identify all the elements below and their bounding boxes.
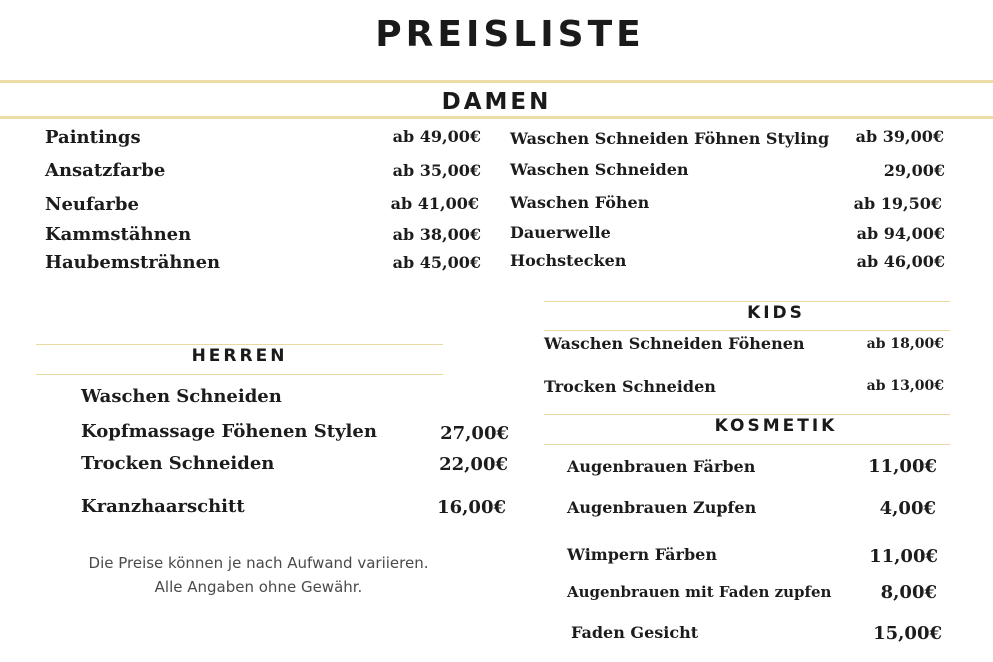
damen-item-price: ab 45,00€ — [392, 253, 481, 272]
kosmetik-top-rule — [544, 414, 950, 415]
disclaimer-line-2: Alle Angaben ohne Gewähr. — [154, 578, 363, 596]
herren-bottom-rule — [36, 374, 443, 375]
kids-item-price: ab 18,00€ — [866, 336, 944, 352]
kids-heading: KIDS — [747, 303, 805, 323]
damen-item-price: ab 94,00€ — [856, 224, 945, 243]
kosmetik-item-price: 15,00€ — [873, 623, 942, 644]
kosmetik-item-name: Augenbrauen Zupfen — [567, 498, 757, 517]
herren-top-rule — [36, 344, 443, 345]
kosmetik-item-price: 8,00€ — [880, 582, 937, 603]
damen-item-price: ab 49,00€ — [392, 127, 481, 146]
kosmetik-item-name: Faden Gesicht — [571, 623, 699, 642]
damen-item-price: ab 46,00€ — [856, 252, 945, 271]
damen-item-name: Kammstähnen — [45, 224, 192, 245]
damen-item-name: Waschen Föhen — [510, 193, 650, 212]
damen-bottom-rule — [0, 116, 993, 119]
damen-item-price: 29,00€ — [883, 161, 945, 180]
damen-item-price: ab 38,00€ — [392, 225, 481, 244]
price-disclaimer — [36, 551, 481, 599]
herren-item-name: Kranzhaarschitt — [81, 496, 245, 517]
herren-item-price: 16,00€ — [437, 497, 506, 518]
damen-item-price: ab 35,00€ — [392, 161, 481, 180]
damen-heading: DAMEN — [441, 89, 552, 115]
kosmetik-item-name: Wimpern Färben — [567, 545, 717, 564]
kosmetik-item-price: 4,00€ — [879, 498, 936, 519]
damen-item-name: Hochstecken — [510, 251, 627, 270]
herren-item-name: Trocken Schneiden — [81, 453, 275, 474]
kosmetik-item-name: Augenbrauen Färben — [567, 457, 756, 476]
damen-top-rule — [0, 80, 993, 83]
herren-item-price: 27,00€ — [440, 423, 509, 444]
herren-item-price: 22,00€ — [439, 454, 508, 475]
herren-heading: HERREN — [191, 346, 288, 366]
kosmetik-item-name: Augenbrauen mit Faden zupfen — [567, 583, 832, 601]
damen-item-name: Paintings — [45, 127, 141, 148]
herren-item-name: Kopfmassage Föhenen Stylen — [81, 421, 377, 442]
kosmetik-bottom-rule — [544, 444, 950, 445]
damen-item-name: Neufarbe — [45, 194, 139, 215]
damen-item-price: ab 41,00€ — [390, 194, 479, 213]
kids-top-rule — [544, 301, 950, 302]
kosmetik-item-price: 11,00€ — [868, 456, 937, 477]
damen-item-name: Ansatzfarbe — [45, 160, 166, 181]
kids-bottom-rule — [544, 330, 950, 331]
kosmetik-heading: KOSMETIK — [714, 416, 838, 436]
damen-item-name: Haubemsträhnen — [45, 252, 221, 273]
kids-item-name: Trocken Schneiden — [544, 377, 716, 396]
page-title: PREISLISTE — [375, 14, 645, 55]
damen-item-price: ab 39,00€ — [855, 127, 944, 146]
damen-item-price: ab 19,50€ — [853, 194, 942, 213]
damen-item-name: Waschen Schneiden Föhnen Styling — [510, 129, 830, 148]
kids-item-name: Waschen Schneiden Föhenen — [544, 334, 805, 353]
herren-item-name: Waschen Schneiden — [81, 386, 282, 407]
disclaimer-line-1: Die Preise können je nach Aufwand variieren. — [88, 554, 429, 572]
kids-item-price: ab 13,00€ — [866, 378, 944, 394]
damen-item-name: Dauerwelle — [510, 223, 611, 242]
damen-item-name: Waschen Schneiden — [510, 160, 689, 179]
kosmetik-item-price: 11,00€ — [869, 546, 938, 567]
